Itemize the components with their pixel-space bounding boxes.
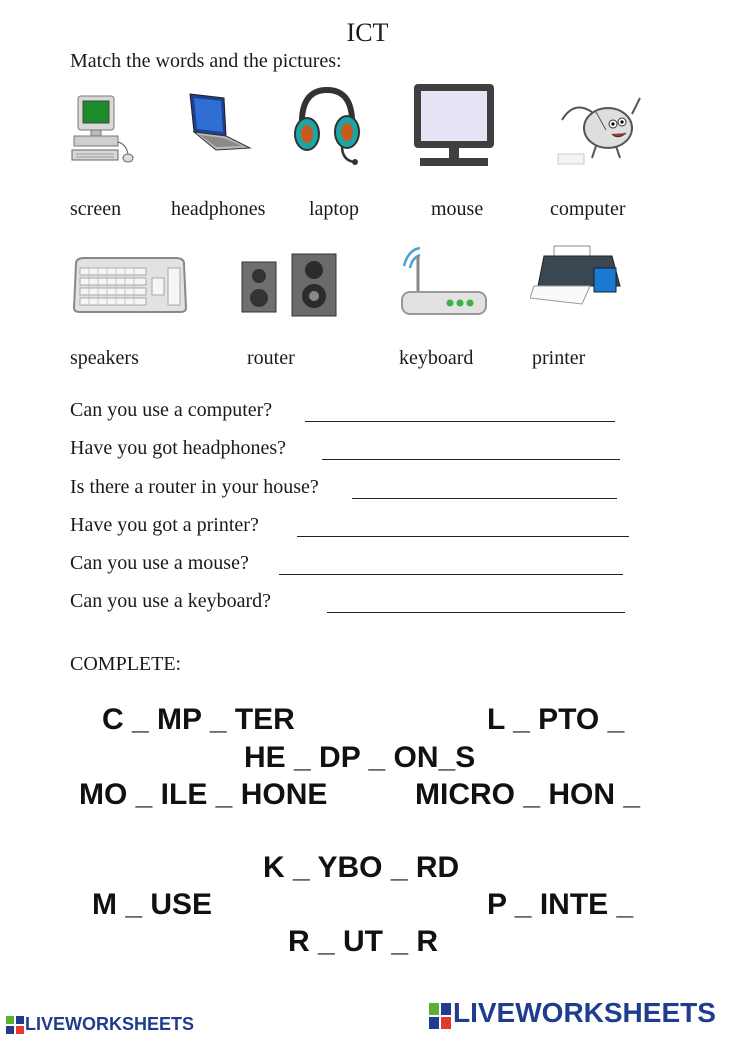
printer-icon: [530, 242, 626, 308]
screen-icon: [412, 82, 496, 168]
answer-line[interactable]: [305, 421, 615, 422]
word-screen: screen: [70, 198, 122, 220]
instruction-text: Match the words and the pictures:: [70, 50, 342, 72]
answer-line[interactable]: [327, 612, 625, 613]
answer-line[interactable]: [297, 536, 629, 537]
puzzle-word: K _ YBO _ RD: [263, 851, 460, 884]
question-text: Can you use a mouse?: [70, 552, 249, 574]
answer-line[interactable]: [322, 459, 620, 460]
liveworksheets-mark-icon: [6, 1016, 24, 1034]
question-text: Have you got a printer?: [70, 514, 259, 536]
word-mouse: mouse: [431, 198, 484, 220]
word-laptop: laptop: [309, 198, 359, 220]
computer-icon: [70, 94, 136, 168]
word-keyboard: keyboard: [399, 347, 474, 369]
liveworksheets-mark-icon: [429, 1003, 451, 1029]
puzzle-word: MICRO _ HON _: [415, 778, 641, 811]
keyboard-icon: [72, 254, 188, 316]
question-text: Is there a router in your house?: [70, 476, 319, 498]
puzzle-word: MO _ ILE _ HONE: [79, 778, 328, 811]
question-text: Can you use a computer?: [70, 399, 273, 421]
answer-line[interactable]: [279, 574, 623, 575]
speakers-icon: [240, 252, 340, 318]
complete-label: COMPLETE:: [70, 653, 182, 675]
mouse-icon: [556, 88, 646, 168]
puzzle-word: R _ UT _ R: [288, 925, 439, 958]
headphones-icon: [292, 84, 362, 170]
word-headphones: headphones: [171, 198, 266, 220]
logo-text: LIVEWORKSHEETS: [25, 1014, 195, 1034]
puzzle-word: M _ USE: [92, 888, 213, 921]
page-title: ICT: [346, 18, 389, 47]
word-router: router: [247, 347, 295, 369]
word-speakers: speakers: [70, 347, 139, 369]
word-computer: computer: [550, 198, 626, 220]
word-printer: printer: [532, 347, 586, 369]
logo-text: LIVEWORKSHEETS: [453, 997, 716, 1028]
puzzle-word: HE _ DP _ ON_S: [244, 741, 476, 774]
router-icon: [398, 246, 488, 320]
puzzle-word: C _ MP _ TER: [102, 703, 295, 736]
puzzle-word: P _ INTE _: [487, 888, 634, 921]
question-text: Have you got headphones?: [70, 437, 287, 459]
answer-line[interactable]: [352, 498, 617, 499]
question-text: Can you use a keyboard?: [70, 590, 272, 612]
puzzle-word: L _ PTO _: [487, 703, 625, 736]
laptop-icon: [186, 90, 254, 162]
